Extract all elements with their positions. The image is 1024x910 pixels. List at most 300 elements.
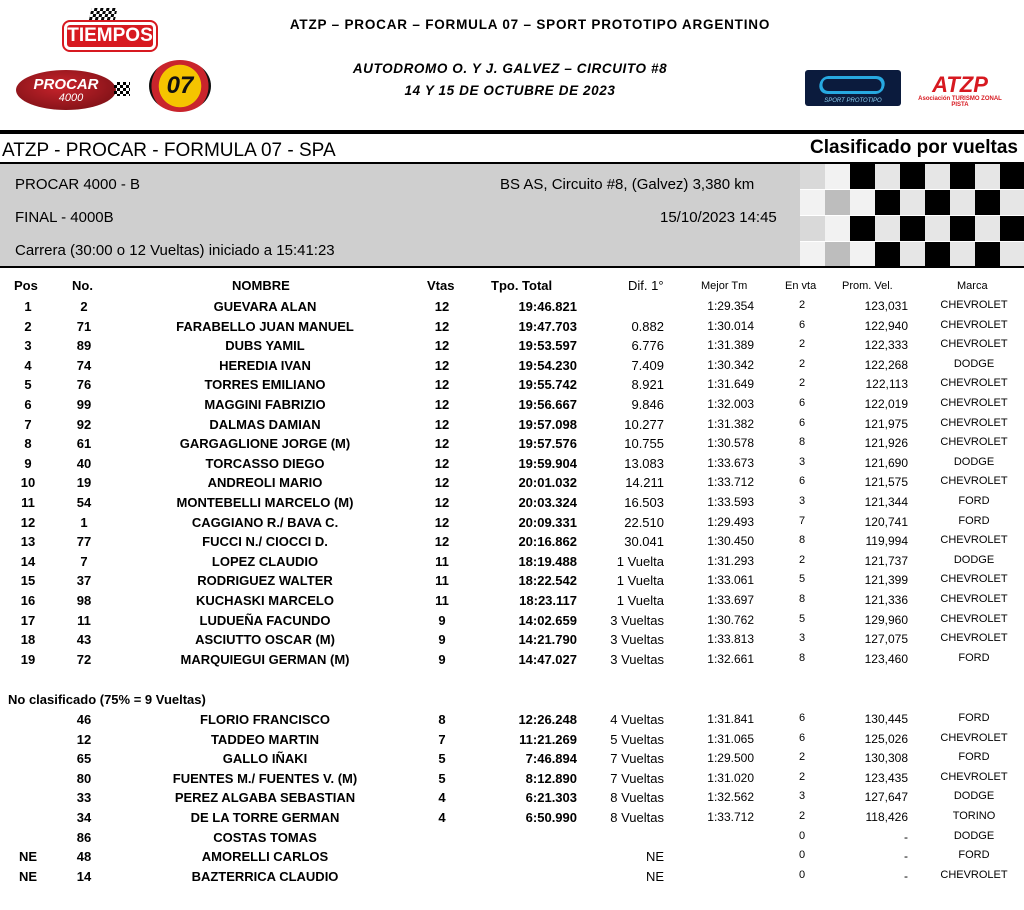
number-cell: 34 <box>76 810 92 825</box>
avg-speed-cell: 119,994 <box>865 534 908 549</box>
laps-cell: 12 <box>434 416 450 432</box>
pos-cell: NE <box>18 849 38 865</box>
pos-cell: 9 <box>24 455 32 471</box>
class-name: PROCAR 4000 - B <box>15 176 141 193</box>
checker-square <box>850 242 875 267</box>
atzp-logo <box>910 72 1010 106</box>
results-row <box>0 436 1024 456</box>
driver-name-cell: FARABELLO JUAN MANUEL <box>176 318 354 334</box>
column-header-best: Mejor Tm <box>701 280 748 292</box>
checker-square <box>975 216 1000 241</box>
number-cell: 54 <box>76 495 92 510</box>
laps-cell: 11 <box>435 573 449 589</box>
circuit-info: BS AS, Circuito #8, (Galvez) 3,380 km <box>500 176 755 193</box>
number-cell: 11 <box>77 612 91 628</box>
session-datetime: 15/10/2023 14:45 <box>660 209 777 226</box>
driver-name-cell: LOPEZ CLAUDIO <box>211 553 319 569</box>
gap-cell: 30.041 <box>624 534 664 550</box>
gap-cell: 8 Vueltas <box>610 790 664 806</box>
best-lap-number-cell: 8 <box>798 651 806 664</box>
avg-speed-cell: 121,399 <box>864 573 908 588</box>
best-lap-number-cell: 2 <box>798 810 806 822</box>
avg-speed-cell: 120,741 <box>864 514 908 529</box>
checker-square <box>950 242 975 267</box>
pos-cell: 4 <box>24 357 32 373</box>
results-row <box>0 712 1024 732</box>
pos-cell: 17 <box>20 612 36 628</box>
avg-speed-cell: 130,445 <box>864 712 908 726</box>
avg-speed-cell: 121,737 <box>864 553 908 568</box>
make-cell: DODGE <box>953 790 995 803</box>
make-cell: CHEVROLET <box>940 731 1008 744</box>
results-row <box>0 358 1024 378</box>
avg-speed-cell: 121,975 <box>864 416 908 431</box>
classification-type: Clasificado por vueltas <box>809 137 1018 158</box>
avg-speed-cell: 121,336 <box>864 593 908 607</box>
total-time-cell: 6:21.303 <box>525 790 577 806</box>
make-cell: FORD <box>958 751 990 764</box>
driver-name-cell: TADDEO MARTIN <box>210 731 320 747</box>
banner-title: ATZP – PROCAR – FORMULA 07 – SPORT PROTOTIPO ARGENTINO <box>289 17 771 32</box>
divider <box>0 266 1024 268</box>
gap-cell: 8.921 <box>631 377 664 393</box>
best-lap-cell: 1:31.293 <box>707 553 754 568</box>
checker-square <box>950 216 975 241</box>
laps-cell: 12 <box>434 514 450 530</box>
driver-name-cell: FLORIO FRANCISCO <box>200 712 330 727</box>
driver-name-cell: DALMAS DAMIAN <box>209 416 321 432</box>
checker-square <box>825 164 850 189</box>
avg-speed-cell: 122,113 <box>865 377 908 392</box>
laps-cell: 8 <box>438 712 446 727</box>
gap-cell: 3 Vueltas <box>610 612 664 628</box>
banner-venue: AUTODROMO O. Y J. GALVEZ – CIRCUITO #8 <box>352 61 668 76</box>
best-lap-cell: 1:30.342 <box>707 357 754 372</box>
driver-name-cell: GUEVARA ALAN <box>213 299 317 314</box>
driver-name-cell: ANDREOLI MARIO <box>207 475 323 491</box>
total-time-cell: 7:46.894 <box>525 751 577 767</box>
procar-logo-subtext: 4000 <box>58 92 84 104</box>
best-lap-cell: 1:29.354 <box>707 299 754 313</box>
make-cell: CHEVROLET <box>940 318 1008 331</box>
number-cell: 80 <box>76 770 92 786</box>
checker-square <box>875 164 900 189</box>
best-lap-cell: 1:29.500 <box>707 751 754 766</box>
checker-square <box>925 216 950 241</box>
column-header-total: Tpo. Total <box>491 278 553 293</box>
make-cell: CHEVROLET <box>940 436 1008 449</box>
best-lap-number-cell: 2 <box>798 770 806 783</box>
laps-cell: 5 <box>438 751 446 767</box>
laps-cell: 12 <box>434 455 450 471</box>
avg-speed-cell: 118,426 <box>865 810 908 824</box>
laps-cell: 12 <box>434 299 450 314</box>
best-lap-number-cell: 2 <box>798 553 806 566</box>
best-lap-number-cell: 7 <box>798 514 806 527</box>
best-lap-number-cell: 6 <box>798 712 806 724</box>
checker-square <box>825 190 850 215</box>
avg-speed-cell: 122,019 <box>864 397 908 411</box>
avg-speed-cell: 129,960 <box>864 612 908 627</box>
pos-cell: 6 <box>24 397 32 412</box>
checkered-flag-icon <box>89 8 118 22</box>
results-row <box>0 632 1024 652</box>
gap-cell: 3 Vueltas <box>610 632 664 648</box>
gap-cell: 10.277 <box>624 416 664 432</box>
gap-cell: 7.409 <box>631 357 664 373</box>
total-time-cell: 19:46.821 <box>518 299 577 314</box>
best-lap-number-cell: 3 <box>798 632 806 645</box>
total-time-cell: 6:50.990 <box>525 810 577 825</box>
tiempos-logo <box>64 14 156 50</box>
make-cell: FORD <box>958 514 990 527</box>
checkered-flag-graphic <box>800 164 1024 268</box>
make-cell: DODGE <box>953 455 995 468</box>
event-title: ATZP - PROCAR - FORMULA 07 - SPA <box>2 140 336 161</box>
spa-swoosh-icon <box>816 76 889 94</box>
laps-cell: 12 <box>434 397 450 412</box>
best-lap-cell: 1:32.003 <box>707 397 754 411</box>
results-row <box>0 554 1024 574</box>
gap-cell: 5 Vueltas <box>610 731 664 747</box>
laps-cell: 12 <box>434 534 450 550</box>
sport-prototipo-logo <box>805 70 901 106</box>
atzp-logo-caption: Asociación TURISMO ZONAL PISTA <box>918 96 1002 108</box>
number-cell: 65 <box>76 751 92 767</box>
results-row <box>0 299 1024 319</box>
results-row <box>0 751 1024 771</box>
laps-cell: 12 <box>434 338 450 354</box>
make-cell: CHEVROLET <box>940 397 1008 409</box>
number-cell: 89 <box>76 338 92 354</box>
number-cell: 43 <box>76 632 92 648</box>
make-cell: CHEVROLET <box>940 868 1008 881</box>
driver-name-cell: MONTEBELLI MARCELO (M) <box>176 495 354 510</box>
best-lap-number-cell: 2 <box>798 338 806 351</box>
pos-cell: 18 <box>20 632 36 648</box>
laps-cell: 4 <box>438 810 446 825</box>
results-row <box>0 495 1024 515</box>
number-cell: 7 <box>80 553 88 569</box>
number-cell: 19 <box>76 475 92 491</box>
number-cell: 86 <box>76 829 92 845</box>
driver-name-cell: BAZTERRICA CLAUDIO <box>191 868 339 884</box>
laps-cell: 9 <box>438 632 446 648</box>
results-row <box>0 397 1024 417</box>
best-lap-number-cell: 5 <box>798 573 806 586</box>
results-row <box>0 732 1024 752</box>
driver-name-cell: LUDUEÑA FACUNDO <box>199 612 331 628</box>
laps-cell: 5 <box>438 770 446 786</box>
best-lap-cell: 1:30.014 <box>707 318 754 333</box>
results-row <box>0 515 1024 535</box>
pos-cell: 8 <box>24 436 32 452</box>
best-lap-number-cell: 3 <box>798 495 806 507</box>
gap-cell: 8 Vueltas <box>610 810 664 825</box>
best-lap-cell: 1:31.389 <box>707 338 754 353</box>
gap-cell: 10.755 <box>624 436 664 452</box>
results-row <box>0 456 1024 476</box>
driver-name-cell: TORRES EMILIANO <box>204 377 326 393</box>
avg-speed-cell: 123,031 <box>864 299 908 313</box>
tiempos-logo-text: TIEMPOS <box>64 22 156 50</box>
avg-speed-cell: 122,268 <box>864 357 908 372</box>
best-lap-number-cell: 0 <box>798 868 806 881</box>
driver-name-cell: COSTAS TOMAS <box>213 829 317 845</box>
total-time-cell: 19:57.576 <box>518 436 577 452</box>
checker-square <box>800 242 825 267</box>
total-time-cell: 14:02.659 <box>518 612 577 628</box>
best-lap-number-cell: 3 <box>798 790 806 803</box>
number-cell: 72 <box>76 651 92 667</box>
results-row <box>0 771 1024 791</box>
gap-cell: 16.503 <box>624 495 664 510</box>
total-time-cell: 19:56.667 <box>518 397 577 412</box>
best-lap-number-cell: 6 <box>798 731 806 744</box>
driver-name-cell: FUENTES M./ FUENTES V. (M) <box>172 770 358 786</box>
number-cell: 98 <box>76 593 92 608</box>
total-time-cell: 20:01.032 <box>518 475 577 491</box>
best-lap-number-cell: 6 <box>798 475 806 488</box>
checker-square <box>925 242 950 267</box>
number-cell: 46 <box>76 712 92 727</box>
make-cell: CHEVROLET <box>940 573 1008 586</box>
driver-name-cell: HEREDIA IVAN <box>219 357 311 373</box>
pos-cell: 19 <box>20 651 36 667</box>
best-lap-number-cell: 8 <box>798 534 806 547</box>
total-time-cell: 8:12.890 <box>525 770 577 786</box>
driver-name-cell: DE LA TORRE GERMAN <box>190 810 340 825</box>
checker-square <box>825 242 850 267</box>
laps-cell: 9 <box>438 651 446 667</box>
checker-square <box>975 164 1000 189</box>
driver-name-cell: DUBS YAMIL <box>225 338 305 354</box>
checker-square <box>850 190 875 215</box>
total-time-cell: 20:16.862 <box>518 534 577 550</box>
total-time-cell: 11:21.269 <box>519 731 577 747</box>
gap-cell: 9.846 <box>631 397 664 412</box>
best-lap-cell: 1:33.712 <box>707 475 754 490</box>
pos-cell: 15 <box>20 573 36 589</box>
pos-cell: 14 <box>20 553 36 569</box>
driver-name-cell: RODRIGUEZ WALTER <box>197 573 333 589</box>
make-cell: FORD <box>958 495 990 507</box>
make-cell: FORD <box>958 712 990 724</box>
event-banner <box>0 0 1024 128</box>
make-cell: CHEVROLET <box>940 770 1008 783</box>
best-lap-cell: 1:30.450 <box>707 534 754 549</box>
checker-square <box>975 242 1000 267</box>
checker-square <box>875 216 900 241</box>
number-cell: 71 <box>76 318 92 334</box>
checker-square <box>1000 164 1024 189</box>
column-header-pos: Pos <box>14 278 38 293</box>
gap-cell: 0.882 <box>631 318 664 334</box>
gap-cell: 3 Vueltas <box>610 651 664 667</box>
checker-square <box>850 216 875 241</box>
checker-square <box>950 164 975 189</box>
best-lap-cell: 1:32.661 <box>707 651 754 666</box>
best-lap-number-cell: 8 <box>798 436 806 449</box>
pos-cell: 12 <box>20 514 36 530</box>
total-time-cell: 18:19.488 <box>518 553 577 569</box>
best-lap-number-cell: 0 <box>798 849 806 862</box>
best-lap-cell: 1:33.061 <box>707 573 754 588</box>
total-time-cell: 12:26.248 <box>518 712 577 727</box>
make-cell: CHEVROLET <box>940 534 1008 547</box>
gap-cell: NE <box>645 849 664 865</box>
best-lap-cell: 1:33.593 <box>707 495 754 509</box>
avg-speed-cell: 121,926 <box>864 436 908 451</box>
laps-cell: 4 <box>438 790 446 806</box>
make-cell: TORINO <box>952 810 996 822</box>
race-info: Carrera (30:00 o 12 Vueltas) iniciado a 15:41:23 <box>15 242 335 259</box>
results-row <box>0 830 1024 850</box>
gap-cell: 1 Vuelta <box>616 573 664 589</box>
total-time-cell: 19:54.230 <box>518 357 577 373</box>
make-cell: CHEVROLET <box>940 632 1008 645</box>
results-row <box>0 790 1024 810</box>
number-cell: 92 <box>76 416 92 432</box>
driver-name-cell: GARGAGLIONE JORGE (M) <box>179 436 351 452</box>
driver-name-cell: PEREZ ALGABA SEBASTIAN <box>174 790 356 806</box>
column-header-laps: Vtas <box>427 278 455 293</box>
checker-square <box>825 216 850 241</box>
gap-cell: 1 Vuelta <box>616 553 664 569</box>
make-cell: DODGE <box>953 553 995 566</box>
column-header-make: Marca <box>957 280 988 292</box>
gap-cell: 6.776 <box>631 338 664 354</box>
checker-square <box>800 216 825 241</box>
laps-cell: 12 <box>434 357 450 373</box>
results-row <box>0 652 1024 672</box>
gap-cell: 1 Vuelta <box>616 593 664 608</box>
laps-cell: 12 <box>434 495 450 510</box>
checker-square <box>850 164 875 189</box>
checker-square <box>875 242 900 267</box>
results-row <box>0 613 1024 633</box>
results-row <box>0 534 1024 554</box>
driver-name-cell: AMORELLI CARLOS <box>201 849 329 865</box>
make-cell: CHEVROLET <box>940 299 1008 311</box>
gap-cell: 4 Vueltas <box>610 712 664 727</box>
results-row <box>0 869 1024 889</box>
best-lap-cell: 1:31.020 <box>707 770 754 785</box>
make-cell: FORD <box>958 849 990 862</box>
best-lap-number-cell: 2 <box>798 751 806 764</box>
make-cell: DODGE <box>953 829 995 842</box>
checker-square <box>800 190 825 215</box>
pos-cell: 7 <box>24 416 32 432</box>
pos-cell: 13 <box>20 534 36 550</box>
driver-name-cell: GALLO IÑAKI <box>222 751 308 767</box>
pos-cell: 1 <box>24 299 32 314</box>
results-row <box>0 475 1024 495</box>
number-cell: 33 <box>76 790 92 806</box>
checker-square <box>800 164 825 189</box>
gap-cell: 22.510 <box>624 514 664 530</box>
make-cell: CHEVROLET <box>940 338 1008 351</box>
driver-name-cell: CAGGIANO R./ BAVA C. <box>191 514 339 530</box>
total-time-cell: 19:47.703 <box>518 318 577 334</box>
total-time-cell: 14:47.027 <box>518 651 577 667</box>
total-time-cell: 19:55.742 <box>518 377 577 393</box>
best-lap-number-cell: 6 <box>798 416 806 429</box>
total-time-cell: 18:22.542 <box>518 573 577 589</box>
driver-name-cell: KUCHASKI MARCELO <box>196 593 334 608</box>
driver-name-cell: MARQUIEGUI GERMAN (M) <box>180 651 350 667</box>
total-time-cell: 19:59.904 <box>518 455 577 471</box>
best-lap-cell: 1:32.562 <box>707 790 754 805</box>
banner-dates: 14 Y 15 DE OCTUBRE DE 2023 <box>404 83 616 98</box>
best-lap-number-cell: 2 <box>798 299 806 311</box>
session-name: FINAL - 4000B <box>15 209 114 226</box>
avg-speed-cell: - <box>904 868 908 883</box>
checker-square <box>900 190 925 215</box>
checker-square <box>900 216 925 241</box>
driver-name-cell: ASCIUTTO OSCAR (M) <box>195 632 335 648</box>
number-cell: 74 <box>76 357 92 373</box>
total-time-cell: 19:53.597 <box>518 338 577 354</box>
make-cell: DODGE <box>953 357 995 370</box>
driver-name-cell: TORCASSO DIEGO <box>205 455 325 471</box>
best-lap-cell: 1:30.762 <box>707 612 754 627</box>
checkered-flag-icon <box>114 82 130 96</box>
total-time-cell: 18:23.117 <box>519 593 577 608</box>
column-header-speed: Prom. Vel. <box>842 280 893 292</box>
laps-cell: 11 <box>435 553 449 569</box>
best-lap-number-cell: 6 <box>798 318 806 331</box>
formula-07-logo <box>143 60 217 112</box>
procar-logo <box>16 70 130 110</box>
spa-logo-caption: SPORT PROTOTIPO <box>824 98 882 104</box>
laps-cell: 9 <box>438 612 446 628</box>
make-cell: CHEVROLET <box>940 416 1008 429</box>
results-row <box>0 417 1024 437</box>
avg-speed-cell: 123,435 <box>864 770 908 785</box>
gap-cell: NE <box>645 868 664 884</box>
gap-cell: 7 Vueltas <box>610 770 664 786</box>
best-lap-number-cell: 2 <box>798 377 806 390</box>
best-lap-cell: 1:33.673 <box>707 455 754 470</box>
pos-cell: 2 <box>24 318 32 334</box>
checker-square <box>900 242 925 267</box>
number-cell: 1 <box>80 514 88 530</box>
number-cell: 14 <box>76 868 92 884</box>
laps-cell: 12 <box>434 436 450 452</box>
best-lap-number-cell: 2 <box>798 357 806 370</box>
make-cell: CHEVROLET <box>940 475 1008 488</box>
avg-speed-cell: 127,075 <box>864 632 908 647</box>
laps-cell: 12 <box>434 377 450 393</box>
best-lap-cell: 1:33.712 <box>707 810 754 824</box>
avg-speed-cell: 125,026 <box>864 731 908 746</box>
avg-speed-cell: - <box>904 829 908 844</box>
pos-cell: 10 <box>20 475 36 491</box>
best-lap-number-cell: 0 <box>798 829 806 842</box>
avg-speed-cell: 122,333 <box>864 338 908 353</box>
results-row <box>0 810 1024 830</box>
gap-cell: 14.211 <box>625 475 664 491</box>
checker-square <box>1000 190 1024 215</box>
checker-square <box>1000 242 1024 267</box>
best-lap-cell: 1:31.841 <box>707 712 754 726</box>
laps-cell: 12 <box>434 318 450 334</box>
make-cell: CHEVROLET <box>940 377 1008 390</box>
avg-speed-cell: 121,690 <box>864 455 908 470</box>
number-cell: 77 <box>76 534 92 550</box>
checker-square <box>950 190 975 215</box>
